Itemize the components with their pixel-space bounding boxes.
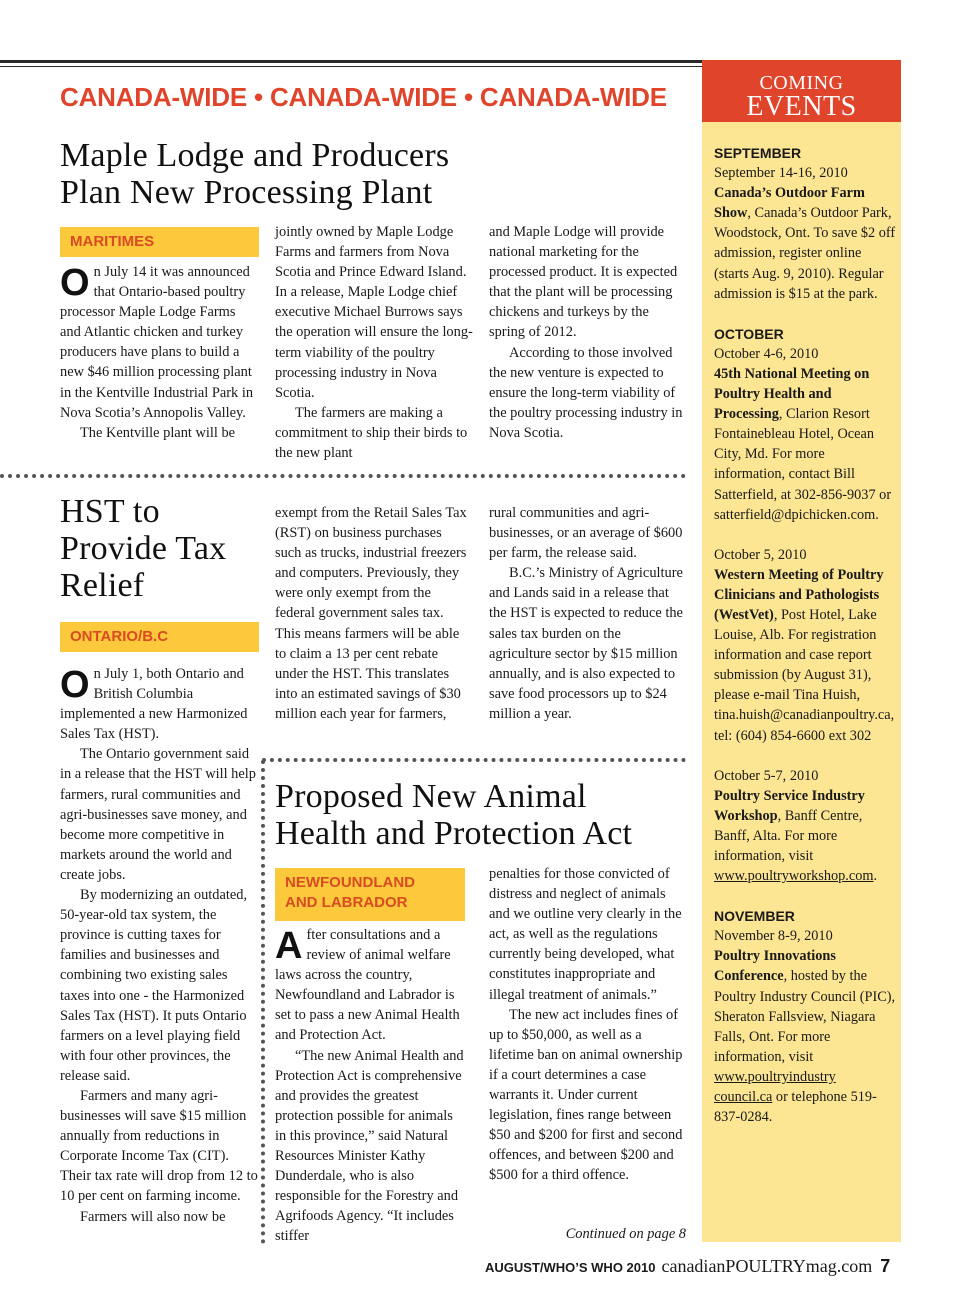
paragraph: The Ontario government said in a release that the HST will help farmers, rural communities and agri-businesses save money, and become more competitive in markets around the world and create jobs. [60,746,256,883]
event-title: Poultry Innovations Conference [714,948,836,985]
event-details-end: . [873,868,878,885]
event-date: September 14-16, 2010 [714,165,848,182]
paragraph: Farmers and many agri-businesses will save $15 million annually from reductions in Corporate Income Tax (CIT). Their tax rate will drop from 12 to 10 per cent on farming income. [60,1087,258,1205]
article3-col2 [489,864,686,1186]
events-list [714,143,896,1127]
headline-line: Proposed New Animal [275,778,587,815]
month-november: NOVEMBER [714,908,795,925]
section-banner: CANADA-WIDE • CANADA-WIDE • CANADA-WIDE [60,82,667,112]
event-title: 45th National Meeting on Poultry Health and Processing [714,365,870,423]
headline-line: Relief [60,567,145,604]
article1-region-tag: MARITIMES [60,227,259,257]
continued-note: Continued on page 8 [565,1226,686,1242]
event-details: , Clarion Resort Fontainebleau Hotel, Ocean City, Md. For more information, contact Bill Satterfield, at 302-856-9037 or satterfield@dpichicken.com. [714,406,892,523]
event-october-2 [714,545,896,746]
article3-region-tag [275,868,465,921]
paragraph: rural communities and agri-businesses, or an average of $600 per farm, the release said. [489,505,683,562]
event-date: October 4-6, 2010 [714,345,819,362]
event-date: November 8-9, 2010 [714,928,833,945]
page-footer [485,1256,905,1277]
paragraph: jointly owned by Maple Lodge Farms and farmers from Nova Scotia and Prince Edward Island. In a release, Maple Lodge chief executive Michael Burrows says the operation will ensure the long-term viability of the poultry processing industry in Nova Scotia. [275,224,473,401]
coming-events-header [702,60,901,122]
headline-line: Plan New Processing Plant [60,174,433,211]
page-number: 7 [880,1256,891,1276]
paragraph: n July 1, both Ontario and British Columbia implemented a new Harmonized Sales Tax (HST). [60,666,248,743]
article3-headline [275,778,695,852]
issue-label: AUGUST/WHO’S WHO 2010 [485,1260,656,1275]
event-november [714,926,896,1127]
paragraph: and Maple Lodge will provide national marketing for the processed product. It is expected that the plant will be processing chickens and turkeys by the spring of 2012. [489,224,678,341]
event-october-1 [714,344,896,525]
article1-col1 [60,262,258,443]
article2-col2 [275,503,471,724]
article2-col3 [489,503,686,724]
event-title: Western Meeting of Poultry Clinicians and Pathologists (WestVet) [714,566,884,623]
dropcap: O [60,262,90,304]
headline-line: Provide Tax [60,530,227,567]
workshop-link[interactable]: www.poultryworkshop.com [714,868,874,885]
article2-headline [60,493,260,604]
dotted-divider [0,474,686,478]
event-details: , Post Hotel, Lake Louise, Alb. For registration information and case report submission (by August 31), please e-mail Tina Huish, tina.huish@canadianpoultry.ca, tel: (604) 854-6600 ext 302 [714,606,895,744]
month-september: SEPTEMBER [714,145,802,161]
paragraph: exempt from the Retail Sales Tax (RST) on business purchases such as trucks, industrial freezers and computers. Previously, they were only exempt from the federal government sales tax. This means farmers will be able to claim a 13 per cent rebate under the HST. This translates into an estimated savings of $30 million each year for farmers, [275,505,467,722]
headline-line: Maple Lodge and Producers [60,137,450,174]
month-october: OCTOBER [714,325,784,342]
paragraph: The Kentville plant will be [80,424,236,441]
event-details-end: or telephone 519-837-0284. [714,1089,877,1126]
paragraph: By modernizing an outdated, 50-year-old tax system, the province is cutting taxes for families and businesses and combining two existing sales taxes into one - the Harmonized Sales Tax (HST). It puts Ontario farmers on a level playing field with four other provinces, the release said. [60,887,248,1084]
event-date: October 5, 2010 [714,546,807,563]
headline-line: Health and Protection Act [275,815,633,852]
paragraph: n July 14 it was announced that Ontario-based poultry processor Maple Lodge Farms and Atlantic chicken and turkey producers have plans to build a new $46 million processing plant in the Kentville Industrial Park in Nova Scotia’s Annopolis Valley. [60,264,254,421]
pic-link[interactable]: www.poultryindustry council.ca [714,1068,836,1106]
event-title: Canada’s Outdoor Farm Show [714,185,865,222]
article1-headline [60,137,680,211]
article2-col1 [60,664,258,1227]
paragraph: “The new Animal Health and Protection Act is comprehensive and provides the greatest protection possible for animals in this province,” said Natural Resources Minister Kathy Dunderdale, who is also responsible for the Forestry and Agrifoods Agency. “It includes stiffer [275,1047,464,1245]
site-url: canadianPOULTRYmag.com [661,1256,873,1276]
event-title: Poultry Service Industry Workshop [714,787,865,824]
top-rule [0,60,705,63]
paragraph: The new act includes fines of up to $50,000, as well as a lifetime ban on animal ownership if a court determines a case warrants it. Under current legislation, fines range between $50 and $200 for first and second offences, and between $200 and $500 for a third offence. [489,1006,683,1184]
dropcap: A [275,925,303,967]
paragraph: Farmers will also now be [80,1208,226,1225]
headline-line: HST to [60,493,160,530]
sidebar-title-line1: COMING [759,72,844,94]
article3-col1 [275,925,465,1247]
event-october-3 [714,766,896,887]
dotted-divider-vertical [261,760,265,1244]
paragraph: fter consultations and a review of animal welfare laws across the country, Newfoundland and Labrador is set to pass a new Animal Health and Protection Act. [275,927,460,1044]
event-details: , Canada’s Outdoor Park, Woodstock, Ont. To save $2 off admission, register online (starts Aug. 9, 2010). Regular admission is $15 at the park. [714,205,896,302]
event-details: , Banff Centre, Banff, Alta. For more information, visit [714,807,863,864]
sidebar-title-line2: EVENTS [746,91,857,122]
tag-line: NEWFOUNDLAND [285,874,415,891]
article2-region-tag: ONTARIO/B.C [60,622,259,652]
paragraph: The farmers are making a commitment to ship their birds to the new plant [275,404,468,462]
dropcap: O [60,664,90,706]
top-rule-thin [0,66,705,67]
event-september [714,163,896,304]
paragraph: B.C.’s Ministry of Agriculture and Lands said in a release that the HST is expected to reduce the sales tax burden on the agriculture sector by $15 million annually, and is also expected to save food processors up to $24 million a year. [489,565,683,722]
article1-col3 [489,222,684,443]
article1-col2 [275,222,473,463]
paragraph: According to those involved the new venture is expected to ensure the long-term viability of the poultry processing industry in Nova Scotia. [489,344,683,441]
paragraph: penalties for those convicted of distress and neglect of animals and we outline very clearly in the act, as well as the regulations currently being developed, what constitutes inappropriate and illegal treatment of animals.” [489,866,682,1003]
event-date: October 5-7, 2010 [714,767,819,784]
dotted-divider [262,758,686,762]
event-details: , hosted by the Poultry Industry Council (PIC), Sheraton Fallsview, Niagara Falls, Ont. For more information, visit [714,968,896,1065]
tag-line: AND LABRADOR [285,894,408,911]
